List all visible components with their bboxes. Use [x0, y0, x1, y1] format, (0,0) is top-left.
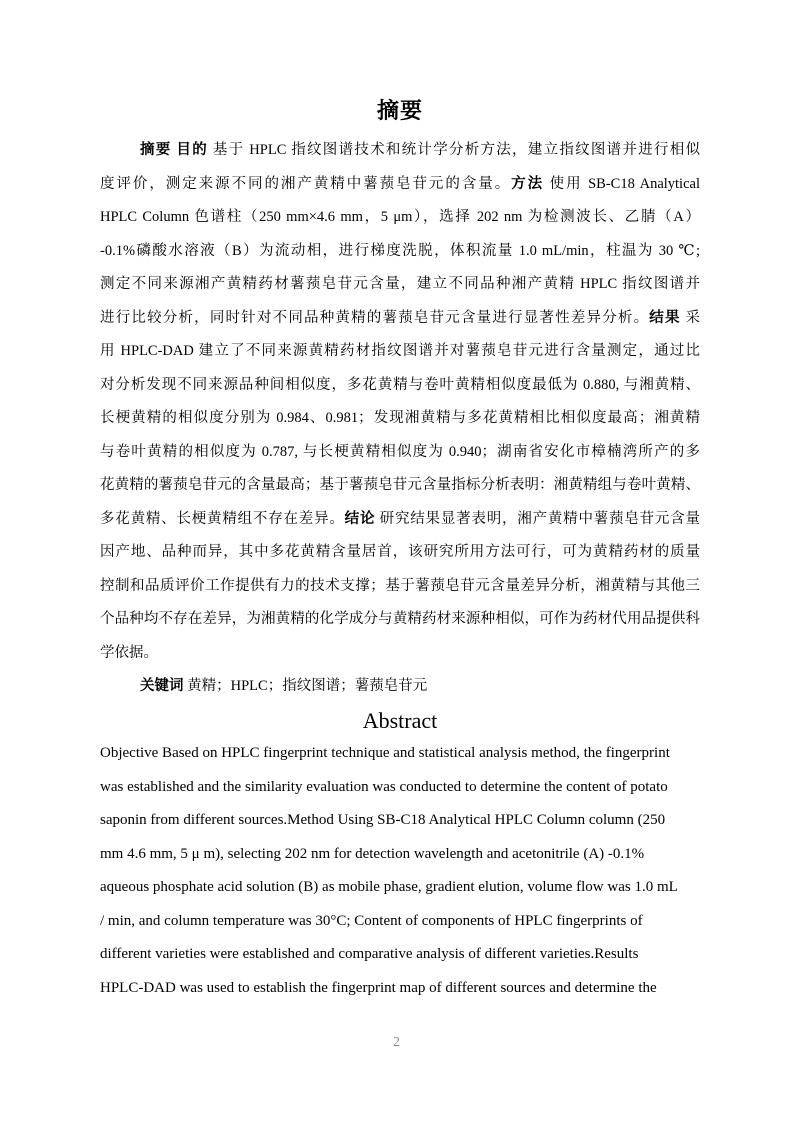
text-run: 度评价，测定来源不同的湘产黄精中薯蓣皂苷元的含量。 — [100, 175, 512, 192]
text-run: 学依据。 — [100, 644, 158, 661]
keywords-line — [100, 670, 700, 704]
abstract-cn-line — [100, 268, 700, 302]
text-run: 使用 SB-C18 Analytical — [549, 175, 700, 192]
text-run: 采 — [685, 309, 701, 326]
text-run: 黄精；HPLC；指纹图谱；薯蓣皂苷元 — [187, 678, 428, 694]
abstract-cn-line — [100, 436, 700, 470]
abstract-en-line: different varieties were established and comparative analysis of different varieties.Results — [100, 946, 639, 962]
bold-run: 结果 — [649, 309, 686, 326]
text-run: 测定不同来源湘产黄精药材薯蓣皂苷元含量，建立不同品种湘产黄精 HPLC 指纹图谱并 — [100, 276, 700, 292]
abstract-cn-line — [100, 503, 700, 537]
abstract-en-line: aqueous phosphate acid solution (B) as mobile phase, gradient elution, volume flow was 1.0 mL — [100, 879, 678, 895]
abstract-en-line: Objective Based on HPLC fingerprint technique and statistical analysis method, the fingerprint — [100, 745, 670, 761]
abstract-cn-heading: 摘要 — [376, 98, 423, 123]
bold-run: 方法 — [511, 175, 550, 192]
page-number: 2 — [393, 1035, 400, 1050]
abstract-cn-line — [100, 536, 700, 570]
abstract-en-line: mm 4.6 mm, 5 μ m), selecting 202 nm for detection wavelength and acetonitrile (A) -0.1% — [100, 845, 645, 862]
text-run: -0.1%磷酸水溶液（B）为流动相，进行梯度洗脱，体积流量 1.0 mL/min，柱温为 30 ℃; — [100, 242, 700, 259]
abstract-cn-line — [100, 369, 700, 403]
text-run: 进行比较分析，同时针对不同品种黄精的薯蓣皂苷元含量进行显著性差异分析。 — [100, 309, 650, 326]
page-content — [100, 96, 700, 1005]
abstract-en-line: saponin from different sources.Method Using SB-C18 Analytical HPLC Column column (250 — [100, 812, 666, 828]
text-run: 个品种均不存在差异，为湘黄精的化学成分与黄精药材来源种相似，可作为药材代用品提供科 — [100, 611, 700, 627]
bold-run: 摘要 目的 — [140, 142, 213, 158]
text-run: 对分析发现不同来源品种间相似度，多花黄精与卷叶黄精相似度最低为 0.880, 与湘黄精、 — [100, 376, 700, 393]
abstract-en-heading: Abstract — [362, 707, 438, 733]
abstract-cn-line — [100, 637, 700, 671]
abstract-cn-line — [100, 235, 700, 269]
bold-run: 结论 — [344, 510, 380, 527]
text-run: 多花黄精、长梗黄精组不存在差异。 — [100, 510, 345, 527]
abstract-en-line: / min, and column temperature was 30°C; Content of components of HPLC fingerprints of — [100, 912, 643, 929]
bold-run: 关键词 — [140, 678, 188, 694]
abstract-cn-line — [100, 335, 700, 369]
abstract-cn-line — [100, 570, 700, 604]
abstract-cn-line — [100, 402, 700, 436]
text-run: 基于 HPLC 指纹图谱技术和统计学分析方法，建立指纹图谱并进行相似 — [212, 142, 701, 158]
abstract-cn-line — [100, 603, 700, 637]
text-run: 用 HPLC-DAD 建立了不同来源黄精药材指纹图谱并对薯蓣皂苷元进行含量测定，通过比 — [100, 343, 700, 359]
abstract-cn-line — [100, 469, 700, 503]
text-run: 长梗黄精的相似度分别为 0.984、0.981；发现湘黄精与多花黄精相比相似度最高；湘黄精 — [100, 410, 700, 426]
abstract-cn-line — [100, 302, 700, 336]
abstract-cn-line — [100, 201, 700, 235]
text-run: 与卷叶黄精的相似度为 0.787, 与长梗黄精相似度为 0.940；湖南省安化市樟楠湾所产的多 — [100, 443, 700, 460]
text-run: 因产地、品种而异，其中多花黄精含量居首，该研究所用方法可行，可为黄精药材的质量 — [100, 544, 700, 560]
text-run: 花黄精的薯蓣皂苷元的含量最高；基于薯蓣皂苷元含量指标分析表明：湘黄精组与卷叶黄精、 — [100, 477, 700, 493]
abstract-cn-line — [100, 134, 700, 168]
abstract-cn-line — [100, 168, 700, 202]
abstract-cn-paragraph — [100, 134, 700, 670]
text-run: 研究结果显著表明，湘产黄精中薯蓣皂苷元含量 — [379, 510, 701, 527]
text-run: 控制和品质评价工作提供有力的技术支撑；基于薯蓣皂苷元含量差异分析，湘黄精与其他三 — [100, 577, 700, 594]
abstract-en-line: HPLC-DAD was used to establish the fingerprint map of different sources and determine the — [100, 979, 657, 996]
abstract-en-paragraph — [100, 737, 700, 1005]
text-run: HPLC Column 色谱柱（250 mm×4.6 mm，5 μm），选择 202 nm 为检测波长、乙腈（A） — [100, 209, 700, 225]
abstract-en-line: was established and the similarity evaluation was conducted to determine the content of potato — [100, 778, 668, 795]
